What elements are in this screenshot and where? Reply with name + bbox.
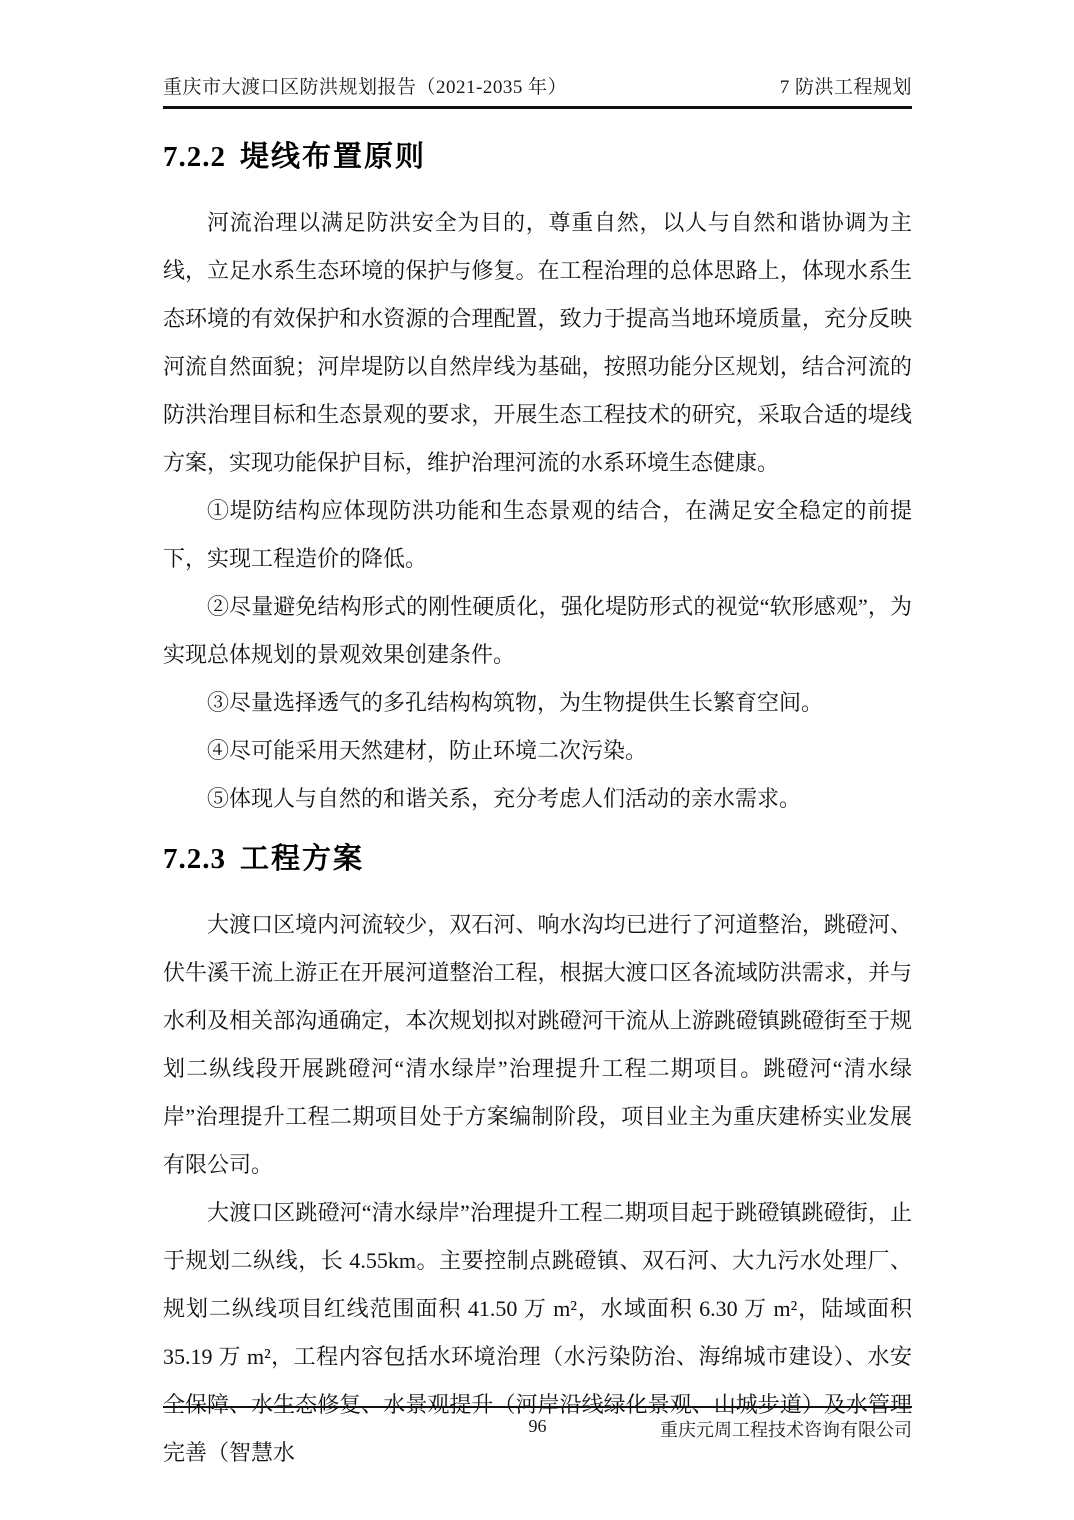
header-report-title: 重庆市大渡口区防洪规划报告（2021-2035 年） (163, 77, 568, 98)
footer-company-name: 重庆元周工程技术咨询有限公司 (660, 1420, 912, 1440)
paragraph-item-4: ④尽可能采用天然建材，防止环境二次污染。 (207, 738, 648, 763)
paragraph: 河流治理以满足防洪安全为目的，尊重自然，以人与自然和谐协调为主线，立足水系生态环境的保护与修复。在工程治理的总体思路上，体现水系生态环境的有效保护和水资源的合理配置，致力于提高当地环境质量，充分反映河流自然面貌；河岸堤防以自然岸线为基础，按照功能分区规划，结合河流的防洪治理目标和生态景观的要求，开展生态工程技术的研究，采取合适的堤线方案，实现功能保护目标，维护治理河流的水系环境生态健康。 (163, 210, 912, 475)
page-number: 96 (528, 1416, 547, 1436)
section-title: 工程方案 (240, 843, 365, 875)
paragraph: 大渡口区境内河流较少，双石河、响水沟均已进行了河道整治，跳磴河、伏牛溪干流上游正在开展河道整治工程，根据大渡口区各流域防洪需求，并与水利及相关部沟通确定，本次规划拟对跳磴河干流从上游跳磴镇跳磴街至于规划二纵线段开展跳磴河“清水绿岸”治理提升工程二期项目。跳磴河“清水绿岸”治理提升工程二期项目处于方案编制阶段，项目业主为重庆建桥实业发展有限公司。 (163, 912, 912, 1177)
section-number: 7.2.3 (163, 843, 226, 875)
paragraph-item-2: ②尽量避免结构形式的刚性硬质化，强化堤防形式的视觉“软形感观”，为实现总体规划的景观效果创建条件。 (163, 594, 912, 667)
header-chapter-title: 7 防洪工程规划 (779, 77, 912, 98)
section-heading-7-2-3 (163, 839, 912, 879)
section-heading-7-2-2 (163, 137, 912, 177)
section-title: 堤线布置原则 (240, 141, 427, 173)
section-7-2-2-body (163, 199, 912, 823)
page-footer (163, 1406, 912, 1440)
paragraph-item-1: ①堤防结构应体现防洪功能和生态景观的结合，在满足安全稳定的前提下，实现工程造价的降低。 (163, 498, 912, 571)
paragraph-item-5: ⑤体现人与自然的和谐关系，充分考虑人们活动的亲水需求。 (207, 786, 802, 811)
section-7-2-3-body (163, 901, 912, 1477)
section-number: 7.2.2 (163, 141, 226, 173)
content-area (163, 0, 912, 1477)
paragraph: 大渡口区跳磴河“清水绿岸”治理提升工程二期项目起于跳磴镇跳磴街，止于规划二纵线，长 4.55km。主要控制点跳磴镇、双石河、大九污水处理厂、规划二纵线项目红线范围面积 41.50 万 m²，水域面积 6.30 万 m²，陆域面积 35.19 万 m²，工程内容包括水环境治理（水污染防治、海绵城市建设）、水安全保障、水生态修复、水景观提升（河岸沿线绿化景观、山城步道）及水管理完善（智慧水 (163, 1200, 912, 1465)
paragraph-item-3: ③尽量选择透气的多孔结构构筑物，为生物提供生长繁育空间。 (207, 690, 824, 715)
page-header (163, 0, 912, 109)
